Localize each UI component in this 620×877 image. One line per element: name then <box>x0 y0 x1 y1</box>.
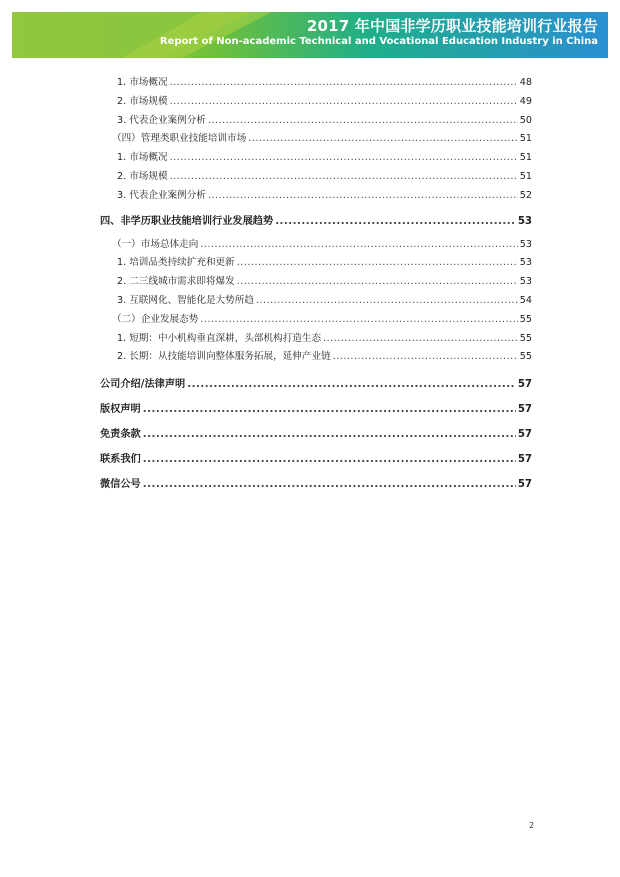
toc-entry-label: 1. 培训品类持续扩充和更新 <box>117 257 235 269</box>
toc-entry[interactable] <box>100 311 532 330</box>
toc-page-number: 50 <box>519 114 532 126</box>
leader-dots <box>237 257 518 268</box>
toc-entry[interactable] <box>100 93 532 112</box>
toc-entry-label: 联系我们 <box>100 454 141 466</box>
toc-entry-label: 2. 二三线城市需求即将爆发 <box>117 276 235 288</box>
toc-entry[interactable] <box>100 187 532 206</box>
toc-entry[interactable] <box>100 273 532 292</box>
leader-dots <box>170 171 518 182</box>
toc-entry[interactable] <box>100 254 532 273</box>
toc-page-number: 57 <box>517 454 532 466</box>
toc-entry-chapter[interactable] <box>100 375 532 400</box>
toc-entry-label: （一）市场总体走向 <box>112 238 199 250</box>
toc-entry-chapter[interactable] <box>100 425 532 450</box>
toc-entry-chapter[interactable] <box>100 212 532 236</box>
toc-page-number: 57 <box>517 429 532 441</box>
toc-entry-label: 四、非学历职业技能培训行业发展趋势 <box>100 215 274 227</box>
toc-entry-label: 3. 互联网化、智能化是大势所趋 <box>117 294 254 306</box>
toc-entry[interactable] <box>100 292 532 311</box>
report-title: 2017 年中国非学历职业技能培训行业报告 <box>306 17 598 35</box>
toc-entry[interactable] <box>100 330 532 349</box>
toc-page-number: 55 <box>519 313 532 325</box>
toc-page-number: 55 <box>519 351 532 363</box>
toc-entry-chapter[interactable] <box>100 450 532 475</box>
toc-entry-label: 公司介绍/法律声明 <box>100 379 186 391</box>
leader-dots <box>237 276 518 287</box>
leader-dots <box>256 295 518 306</box>
toc-entry-label: 3. 代表企业案例分析 <box>117 189 206 201</box>
toc-page-number: 51 <box>519 133 532 145</box>
toc-entry-label: 免责条款 <box>100 429 141 441</box>
toc-page-number: 57 <box>517 379 532 391</box>
toc-entry-label: （二）企业发展态势 <box>112 313 199 325</box>
leader-dots <box>170 96 518 107</box>
toc-entry-chapter[interactable] <box>100 400 532 425</box>
toc-page-number: 57 <box>517 479 532 491</box>
toc-page-number: 51 <box>519 170 532 182</box>
table-of-contents <box>100 74 532 500</box>
toc-entry[interactable] <box>100 74 532 93</box>
leader-dots <box>143 479 516 490</box>
toc-entry-label: 微信公号 <box>100 479 141 491</box>
toc-page-number: 53 <box>519 276 532 288</box>
leader-dots <box>143 429 516 440</box>
page-number: 2 <box>529 821 535 830</box>
leader-dots <box>143 454 516 465</box>
toc-page-number: 53 <box>519 238 532 250</box>
leader-dots <box>200 314 517 325</box>
header-banner <box>12 12 608 58</box>
toc-entry[interactable] <box>100 112 532 131</box>
leader-dots <box>170 152 518 163</box>
toc-page-number: 53 <box>519 257 532 269</box>
leader-dots <box>200 239 517 250</box>
toc-entry[interactable] <box>100 149 532 168</box>
leader-dots <box>143 404 516 415</box>
report-subtitle: Report of Non-academic Technical and Vocational Education Industry in China <box>159 36 598 47</box>
toc-entry[interactable] <box>100 130 532 149</box>
leader-dots <box>208 115 518 126</box>
toc-entry-label: 版权声明 <box>100 404 141 416</box>
leader-dots <box>208 190 518 201</box>
toc-entry-label: （四）管理类职业技能培训市场 <box>112 133 247 145</box>
toc-entry-label: 2. 市场规模 <box>117 95 168 107</box>
toc-page-number: 51 <box>519 152 532 164</box>
toc-entry[interactable] <box>100 236 532 255</box>
toc-page-number: 48 <box>519 77 532 88</box>
toc-page-number: 49 <box>519 95 532 107</box>
leader-dots <box>323 333 518 344</box>
toc-entry-chapter[interactable] <box>100 475 532 500</box>
toc-page-number: 52 <box>519 189 532 201</box>
toc-entry-label: 1. 市场概况 <box>117 152 168 164</box>
leader-dots <box>275 216 516 227</box>
toc-page-number: 53 <box>517 215 532 227</box>
leader-dots <box>333 351 518 362</box>
toc-entry-label: 1. 市场概况 <box>117 77 168 88</box>
toc-entry-label: 1. 短期：中小机构垂直深耕，头部机构打造生态 <box>117 332 322 344</box>
leader-dots <box>187 379 516 390</box>
toc-page-number: 55 <box>519 332 532 344</box>
toc-entry-label: 2. 长期：从技能培训向整体服务拓展，延伸产业链 <box>117 351 331 363</box>
toc-page-number: 54 <box>519 294 532 306</box>
toc-entry[interactable] <box>100 168 532 187</box>
toc-entry[interactable] <box>100 348 532 367</box>
leader-dots <box>248 133 517 144</box>
toc-page-number: 57 <box>517 404 532 416</box>
leader-dots <box>170 77 518 88</box>
toc-entry-label: 2. 市场规模 <box>117 170 168 182</box>
toc-entry-label: 3. 代表企业案例分析 <box>117 114 206 126</box>
